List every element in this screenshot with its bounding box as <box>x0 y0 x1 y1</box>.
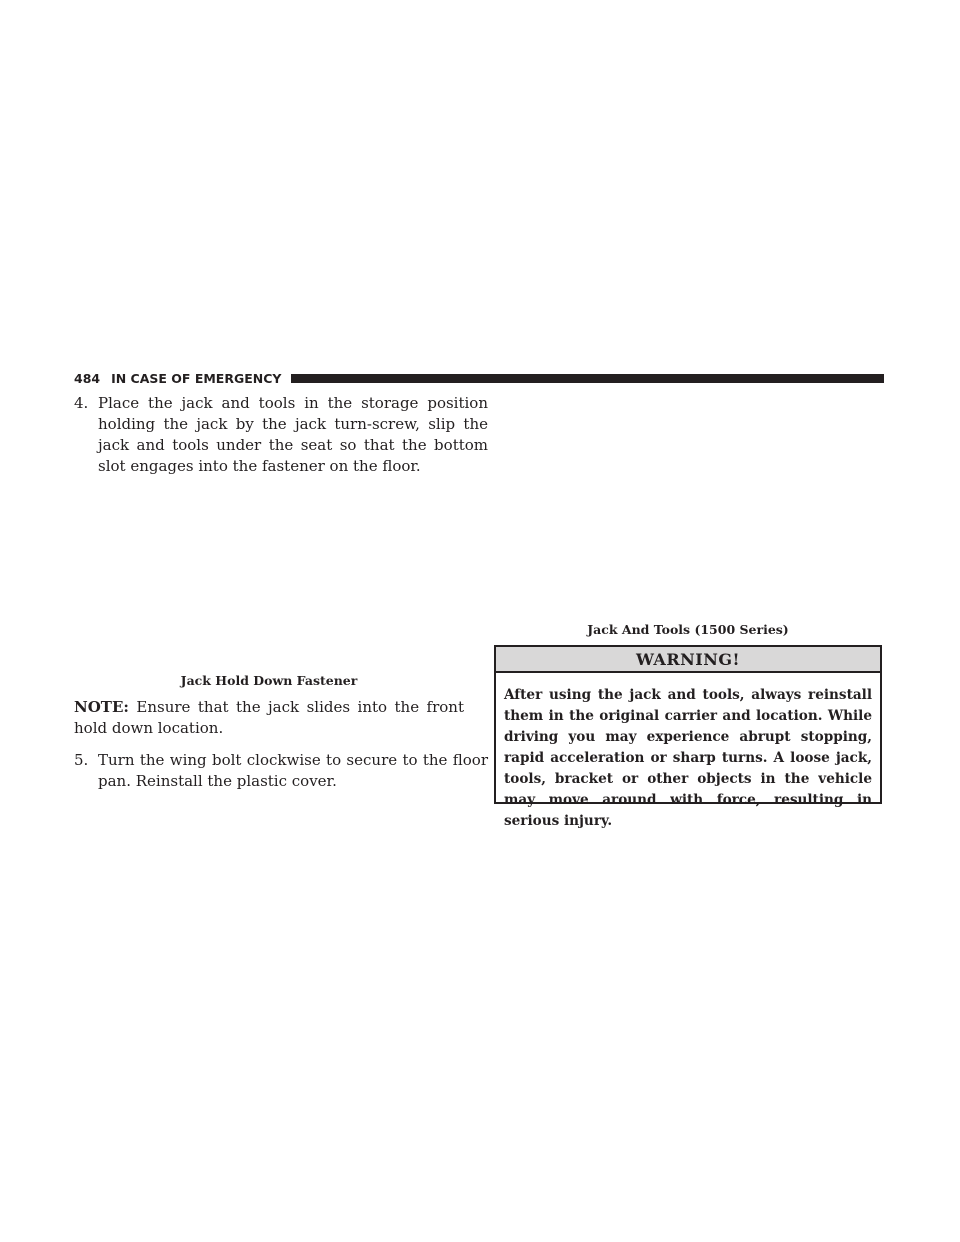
warning-text: After using the jack and tools, always reinstall them in the original carrier and location. While driving you may experience abrupt stopping, rapid acceleration or sharp turns. A loose jack, tools, bracket or other objects in the vehicle may move around with force, resulting in serious injury. <box>504 687 872 829</box>
section-title: IN CASE OF EMERGENCY <box>111 370 282 386</box>
page-number: 484 <box>74 370 101 386</box>
note-paragraph <box>74 697 464 739</box>
step-number: 4. <box>74 394 89 412</box>
warning-title: WARNING! <box>496 647 880 673</box>
step-text: Place the jack and tools in the storage position holding the jack by the jack turn-screw, slip the jack and tools under the seat so that the bottom slot engages into the fastener on the floor. <box>98 394 488 475</box>
figure-caption-jack-and-tools: Jack And Tools (1500 Series) <box>587 622 789 637</box>
header-rule <box>291 374 884 383</box>
note-text: Ensure that the jack slides into the front hold down location. <box>74 698 464 737</box>
figure-caption-jack-hold-down: Jack Hold Down Fastener <box>180 673 358 688</box>
page-header <box>74 368 884 388</box>
step-4 <box>74 393 488 477</box>
step-number: 5. <box>74 751 89 769</box>
step-text: Turn the wing bolt clockwise to secure to the floor pan. Reinstall the plastic cover. <box>98 751 488 790</box>
step-5 <box>74 750 488 792</box>
note-label: NOTE: <box>74 698 129 716</box>
warning-box <box>494 645 882 829</box>
